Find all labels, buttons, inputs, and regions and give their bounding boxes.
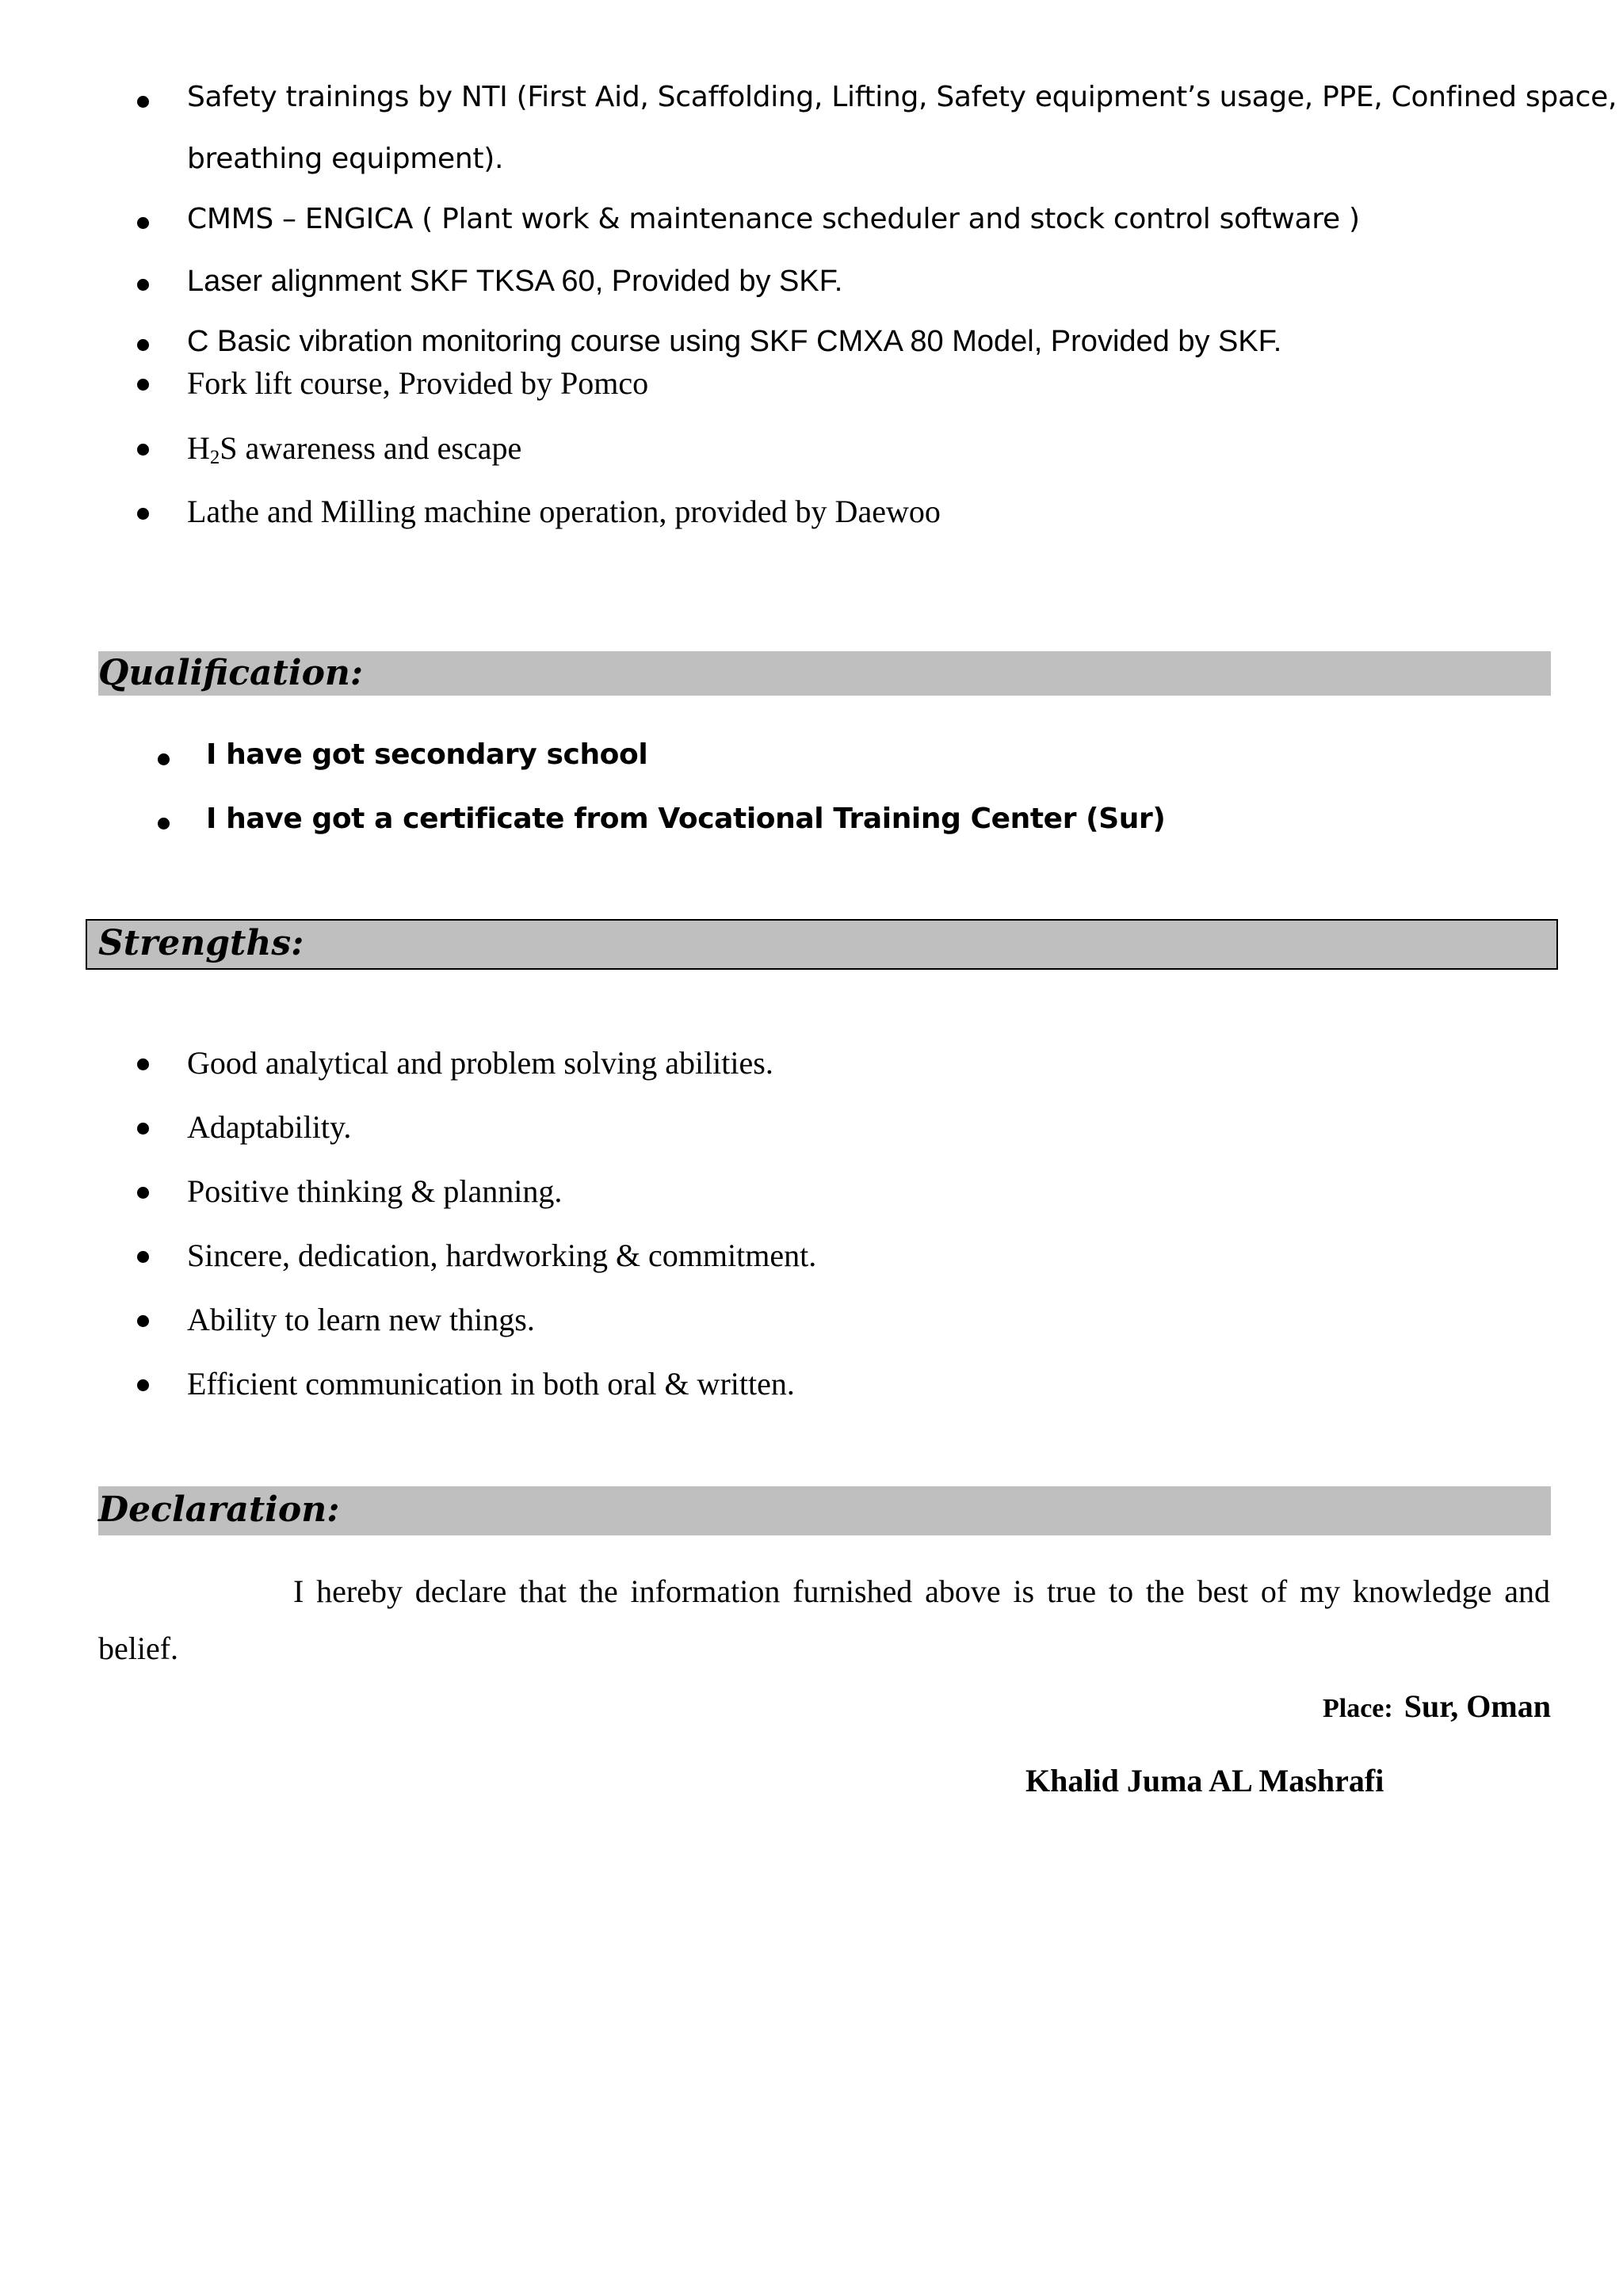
strength-text: Efficient communication in both oral & written. bbox=[187, 1366, 795, 1402]
bullet-icon bbox=[137, 96, 149, 108]
strength-text: Ability to learn new things. bbox=[187, 1302, 535, 1337]
bullet-icon bbox=[137, 1058, 149, 1070]
declaration-statement-continued: belief. bbox=[98, 1630, 179, 1666]
place-value: Sur, Oman bbox=[1403, 1688, 1551, 1724]
strength-text: Positive thinking & planning. bbox=[187, 1173, 563, 1209]
section-title-strengths: Strengths: bbox=[98, 923, 304, 963]
section-title-declaration: Declaration: bbox=[98, 1489, 340, 1530]
strength-text: Good analytical and problem solving abilities. bbox=[187, 1045, 773, 1081]
signatory-name: Khalid Juma AL Mashrafi bbox=[1025, 1763, 1384, 1798]
training-text: Laser alignment SKF TKSA 60, Provided by SKF. bbox=[187, 265, 843, 298]
training-text: C Basic vibration monitoring course using SKF CMXA 80 Model, Provided by SKF. bbox=[187, 325, 1282, 358]
bullet-icon bbox=[137, 379, 149, 391]
declaration-statement: I hereby declare that the information furnished above is true to the best of my knowledge and bbox=[293, 1573, 1550, 1609]
bullet-icon bbox=[158, 818, 170, 830]
bullet-icon bbox=[137, 1123, 149, 1135]
bullet-icon bbox=[137, 339, 149, 351]
place-label: Place bbox=[1323, 1694, 1384, 1723]
section-header-bar bbox=[86, 919, 1558, 970]
qualification-text: I have got secondary school bbox=[206, 738, 648, 771]
training-text: Lathe and Milling machine operation, provided by Daewoo bbox=[187, 494, 941, 529]
bullet-icon bbox=[137, 444, 149, 456]
bullet-icon bbox=[137, 279, 149, 291]
bullet-icon bbox=[137, 1187, 149, 1199]
bullet-icon bbox=[137, 217, 149, 229]
place-line: Place: Sur, Oman bbox=[1323, 1688, 1551, 1724]
bullet-icon bbox=[137, 1251, 149, 1263]
qualification-text: I have got a certificate from Vocational Training Center (Sur) bbox=[206, 803, 1166, 835]
training-text-continued: breathing equipment). bbox=[187, 143, 504, 175]
training-text: CMMS – ENGICA ( Plant work & maintenance scheduler and stock control software ) bbox=[187, 203, 1360, 235]
bullet-icon bbox=[137, 1379, 149, 1391]
training-text: $H_2S$ awareness and escape bbox=[187, 430, 522, 469]
section-title-qualification: Qualification: bbox=[98, 653, 364, 693]
bullet-icon bbox=[137, 1315, 149, 1327]
bullet-icon bbox=[158, 753, 170, 765]
strength-text: Adaptability. bbox=[187, 1109, 352, 1145]
strength-text: Sincere, dedication, hardworking & commitment. bbox=[187, 1238, 817, 1273]
training-text: Safety trainings by NTI (First Aid, Scaffolding, Lifting, Safety equipment’s usage, PPE, Confined space, bbox=[187, 81, 1617, 113]
bullet-icon bbox=[137, 508, 149, 520]
training-text: Fork lift course, Provided by Pomco bbox=[187, 365, 649, 401]
